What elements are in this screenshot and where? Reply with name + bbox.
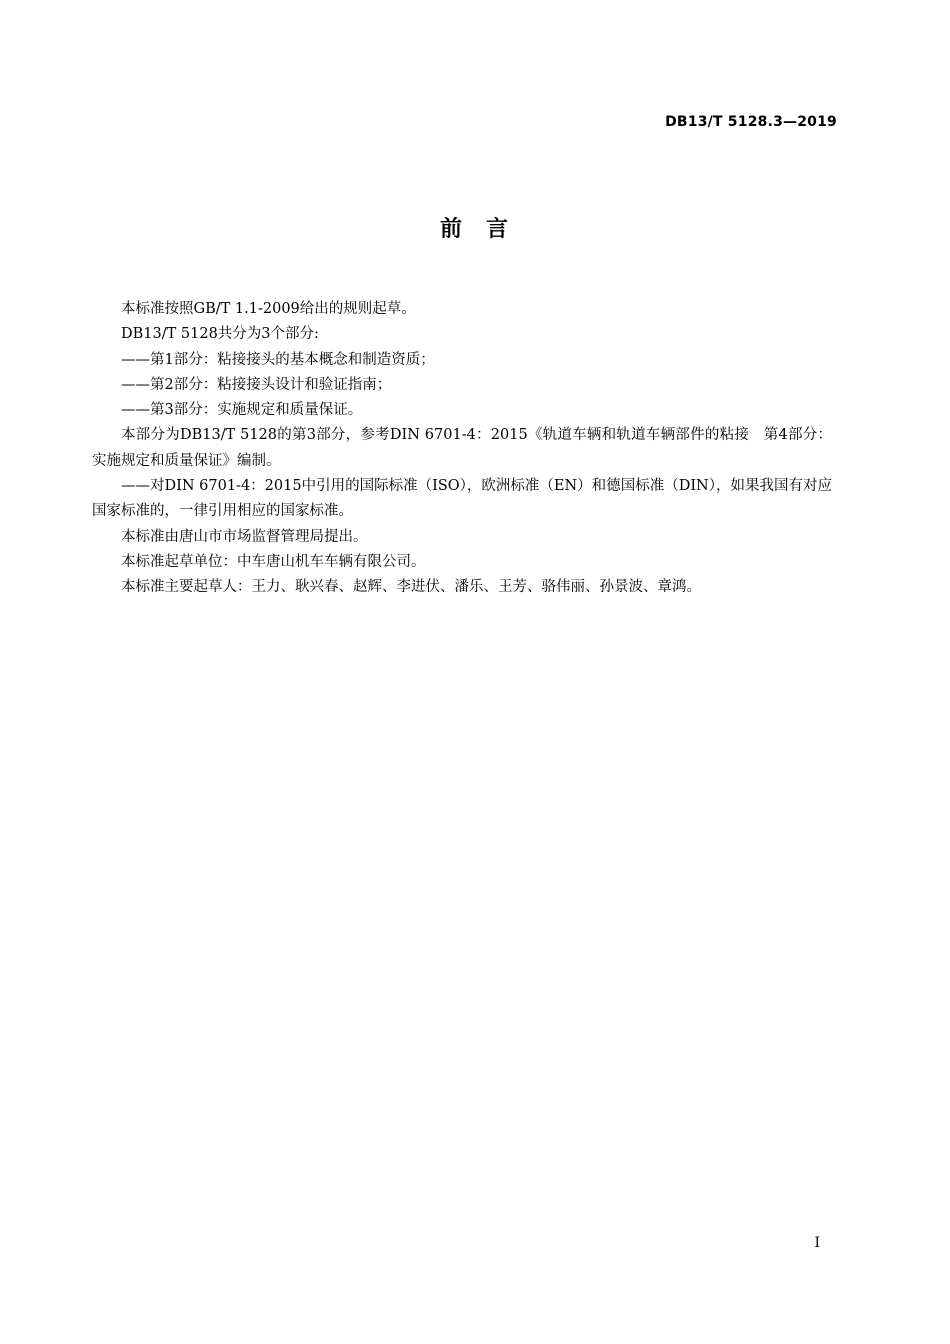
paragraph-reference: 本部分为DB13/T 5128的第3部分，参考DIN 6701-4：2015《轨道车辆和轨道车辆部件的粘接 第4部分：实施规定和质量保证》编制。	[92, 427, 832, 469]
paragraph-part-3: ——第3部分：实施规定和质量保证。	[121, 402, 363, 419]
page-title	[0, 212, 950, 243]
paragraph-parts-intro: DB13/T 5128共分为3个部分:	[121, 326, 319, 343]
document-code: DB13/T 5128.3—2019	[665, 114, 837, 130]
paragraph-drafters: 本标准主要起草人：王力、耿兴春、赵辉、李进伏、潘乐、王芳、骆伟丽、孙景波、章鸿。	[121, 579, 701, 596]
title-char-1: 前	[439, 217, 464, 242]
page-number: I	[814, 1235, 820, 1251]
paragraph-proposer: 本标准由唐山市市场监督管理局提出。	[121, 528, 368, 545]
paragraph-drafting-unit: 本标准起草单位：中车唐山机车车辆有限公司。	[121, 553, 426, 570]
paragraph-part-2: ——第2部分：粘接接头设计和验证指南；	[121, 376, 392, 393]
paragraph-drafting-rules: 本标准按照GB/T 1.1-2009给出的规则起草。	[121, 301, 416, 317]
title-char-2: 言	[486, 217, 511, 242]
paragraph-part-1: ——第1部分：粘接接头的基本概念和制造资质；	[121, 351, 435, 368]
paragraph-standards-note: ——对DIN 6701-4：2015中引用的国际标准（ISO），欧洲标准（EN）和德国标准（DIN），如果我国有对应国家标准的，一律引用相应的国家标准。	[92, 478, 832, 520]
foreword-body	[92, 297, 832, 601]
